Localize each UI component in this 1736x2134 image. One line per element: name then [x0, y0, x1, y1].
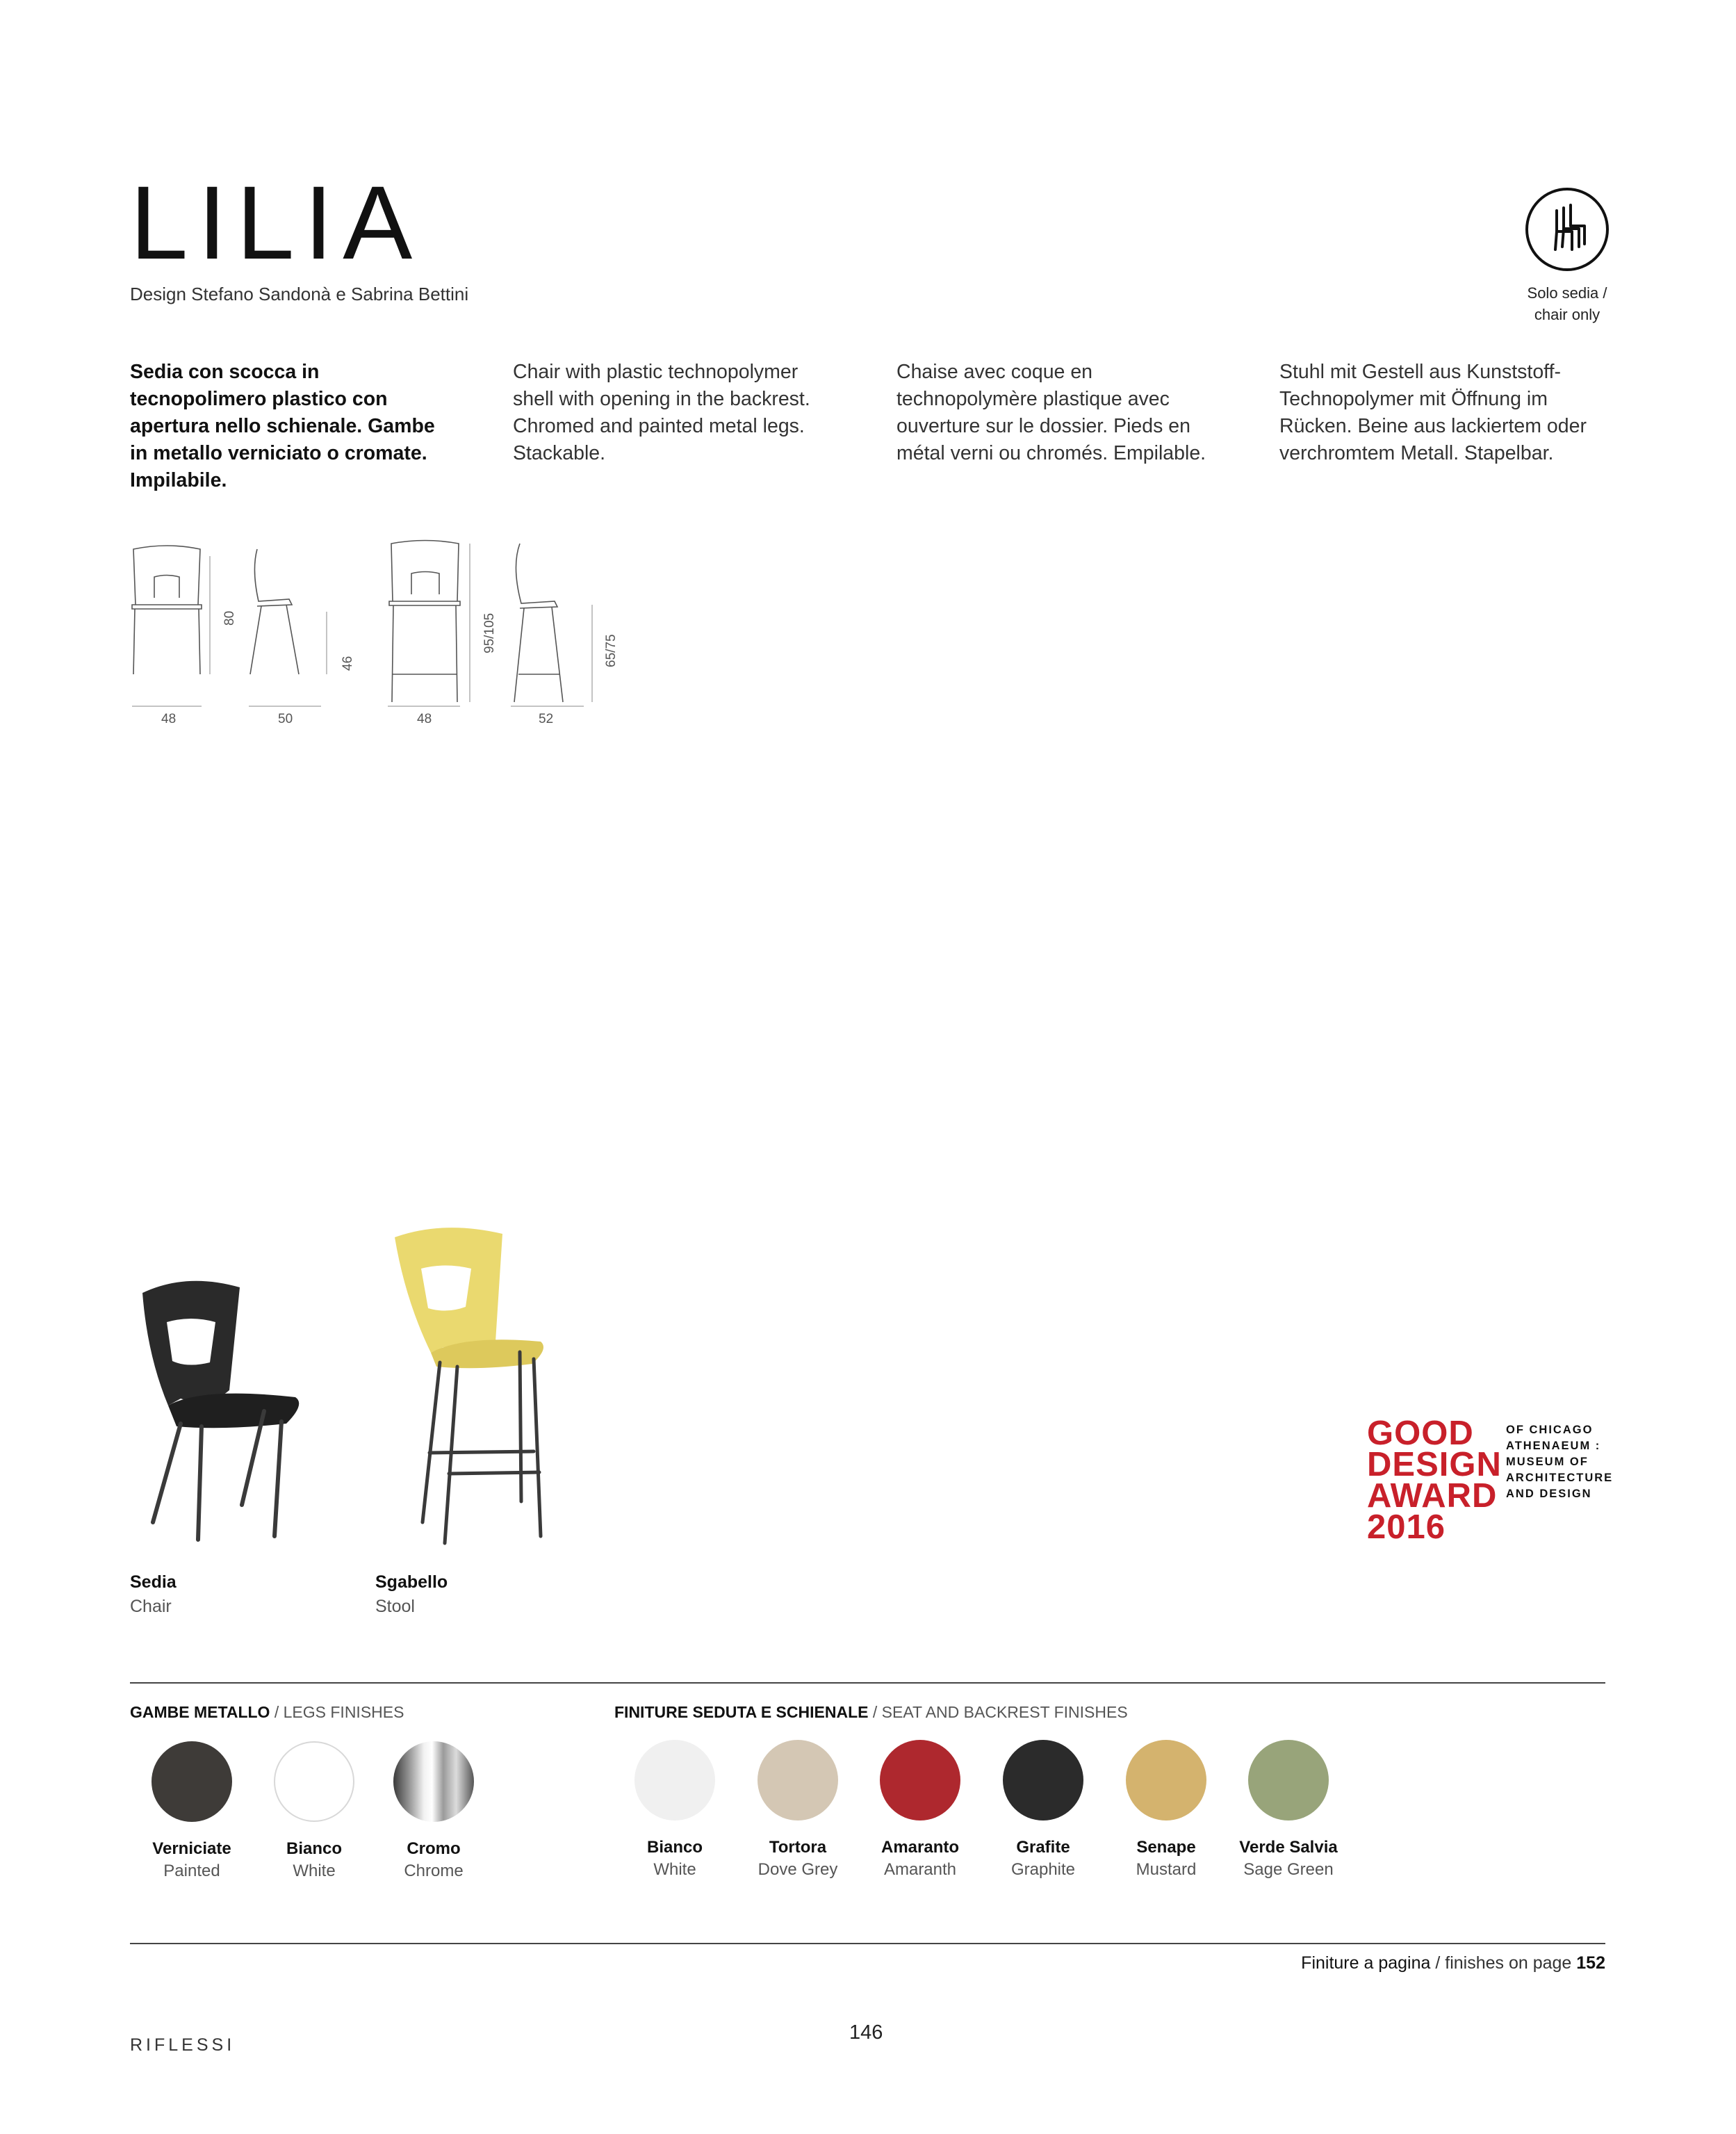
divider-top [130, 1682, 1605, 1684]
stool-front-drawing [389, 541, 460, 703]
label-verde-salvia: Verde Salvia Sage Green [1239, 1838, 1338, 1879]
swatch-verniciate[interactable] [152, 1741, 232, 1822]
label-verniciate: Verniciate Painted [152, 1839, 231, 1880]
product-title: LILIA [130, 164, 423, 281]
description-french: Chaise avec coque en technopolymère plastique avec ouverture sur le dossier. Pieds en métal verni ou chromés. Empilable. [896, 361, 1206, 464]
swatch-cromo[interactable] [393, 1741, 474, 1822]
stool-photo [367, 1209, 575, 1557]
award-small-line-4: ARCHITECTURE [1506, 1472, 1614, 1484]
chair-height-label: 80 [222, 610, 237, 626]
award-line-1: GOOD [1367, 1415, 1474, 1452]
chair-seat-height-label: 46 [341, 655, 355, 671]
divider-bottom [130, 1943, 1605, 1944]
award-small-line-5: AND DESIGN [1506, 1488, 1592, 1500]
label-bianco-seat: Bianco White [646, 1838, 703, 1879]
swatch-amaranto[interactable] [880, 1740, 960, 1821]
label-tortora: Tortora Dove Grey [758, 1838, 838, 1879]
swatch-bianco-seat[interactable] [634, 1740, 715, 1821]
chair-photo [104, 1244, 313, 1557]
label-amaranto: Amaranto Amaranth [881, 1838, 960, 1879]
award-small-line-2: ATHENAEUM : [1506, 1440, 1601, 1452]
swatch-tortora[interactable] [758, 1740, 838, 1821]
stackable-chairs-icon [1525, 188, 1609, 271]
chair-side-drawing [250, 549, 299, 674]
badge-label-line2: chair only [1534, 306, 1600, 323]
chair-front-drawing [132, 546, 202, 674]
award-line-2: DESIGN [1367, 1446, 1502, 1483]
finishes-page-reference: Finiture a pagina / finishes on page 152 [1301, 1953, 1605, 1973]
swatch-verde-salvia[interactable] [1248, 1740, 1329, 1821]
seat-finishes-title: FINITURE SEDUTA E SCHIENALE / SEAT AND BACKREST FINISHES [614, 1703, 1128, 1721]
chair-caption-sub: Chair [130, 1597, 172, 1616]
award-line-4: 2016 [1367, 1508, 1446, 1546]
stool-caption-sub: Stool [375, 1597, 415, 1616]
label-grafite: Grafite Graphite [1010, 1838, 1076, 1879]
stool-side-drawing [514, 544, 563, 702]
chair-caption [130, 1572, 177, 1617]
chair-caption-name: Sedia [130, 1572, 177, 1592]
label-bianco-legs: Bianco White [286, 1839, 342, 1880]
stool-height-label: 95/105 [482, 612, 497, 653]
stool-caption-name: Sgabello [375, 1572, 448, 1592]
label-senape: Senape Mustard [1136, 1838, 1197, 1879]
description-italian: Sedia con scocca in tecnopolimero plastico con apertura nello schienale. Gambe in metallo verniciato o cromate. Impilabile. [130, 361, 435, 491]
award-small-line-3: MUSEUM OF [1506, 1456, 1589, 1468]
good-design-award-logo [1367, 1415, 1617, 1546]
description-german: Stuhl mit Gestell aus Kunststoff-Technopolymer mit Öffnung im Rücken. Beine aus lackiertem oder verchromtem Metall. Stapelbar. [1279, 361, 1587, 464]
swatch-senape[interactable] [1126, 1740, 1206, 1821]
page-number: 146 [849, 2021, 883, 2044]
award-line-3: AWARD [1367, 1477, 1498, 1515]
badge-label-line1: Solo sedia / [1527, 284, 1607, 302]
chair-width-label: 48 [161, 712, 177, 726]
stool-width-label: 48 [417, 712, 432, 726]
stool-seat-height-label: 65/75 [604, 634, 619, 667]
legs-finishes-title: GAMBE METALLO / LEGS FINISHES [130, 1703, 404, 1721]
description-english: Chair with plastic technopolymer shell with opening in the backrest. Chromed and painted metal legs. Stackable. [513, 361, 810, 464]
stackable-badge [1508, 188, 1626, 325]
award-small-line-1: OF CHICAGO [1506, 1424, 1594, 1436]
chair-depth-label: 50 [278, 712, 293, 726]
stool-depth-label: 52 [539, 712, 554, 726]
swatch-bianco-legs[interactable] [274, 1741, 354, 1822]
label-cromo: Cromo Chrome [404, 1839, 464, 1880]
stool-caption [375, 1572, 448, 1617]
dimension-drawings [125, 535, 646, 737]
brand-name: RIFLESSI [130, 2035, 236, 2055]
designer-credit: Design Stefano Sandonà e Sabrina Bettini [130, 284, 469, 304]
swatch-grafite[interactable] [1003, 1740, 1083, 1821]
